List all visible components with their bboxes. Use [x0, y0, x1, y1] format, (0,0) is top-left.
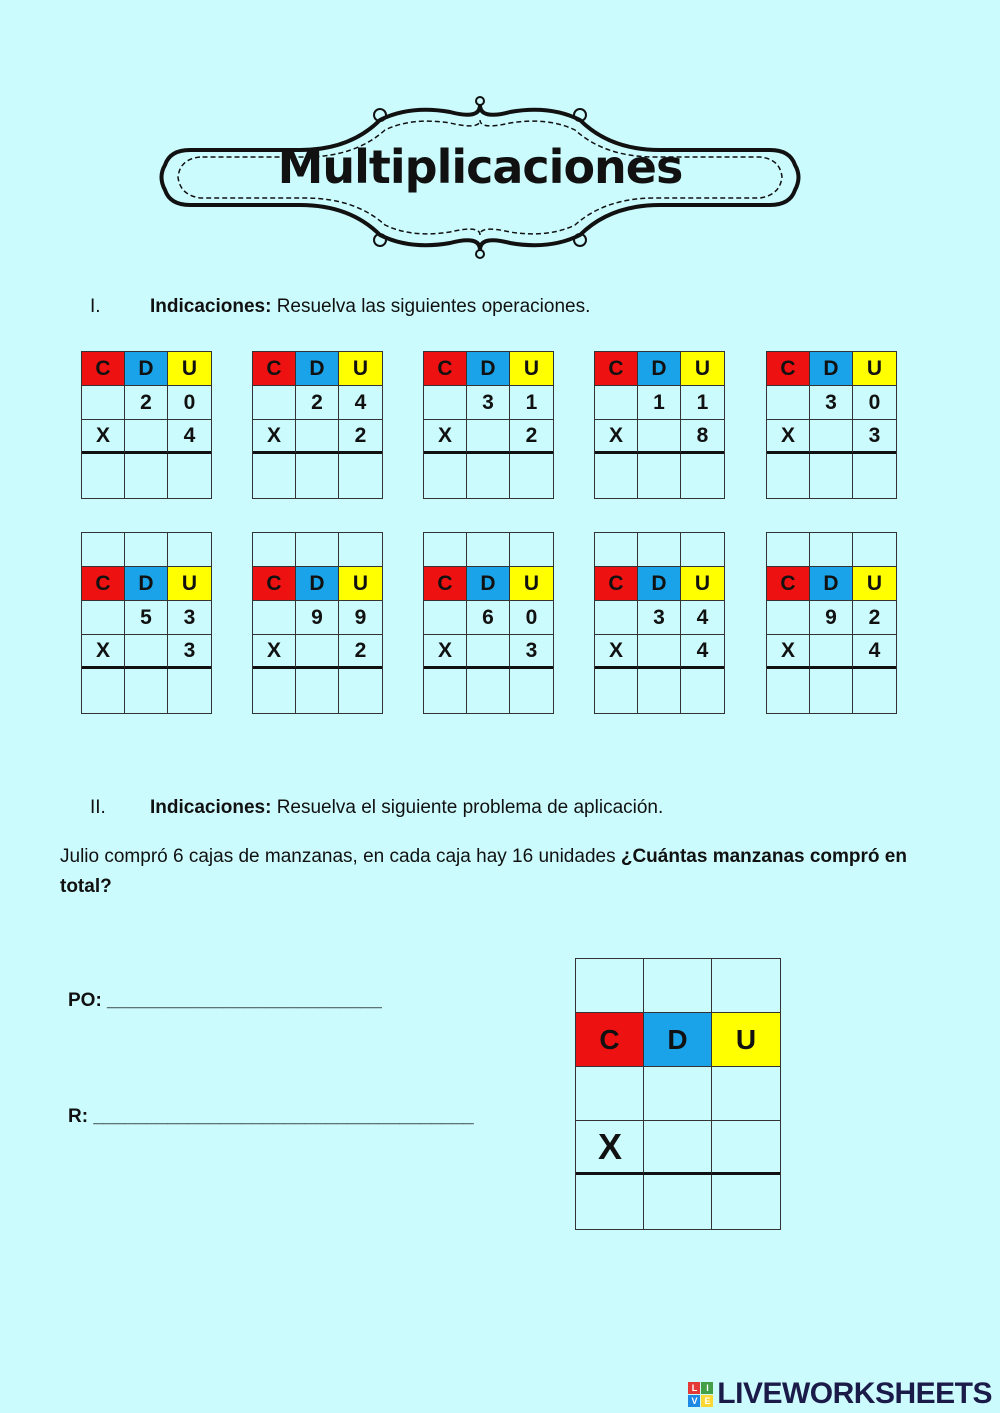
header-u: U — [853, 567, 896, 601]
blank-cell[interactable] — [767, 533, 810, 567]
digit-cell: 2 — [339, 420, 382, 454]
header-d: D — [638, 567, 681, 601]
logo-icon — [688, 1382, 713, 1407]
header-d: D — [467, 352, 510, 386]
exercise-grid — [594, 532, 725, 714]
section2-text: Resuelva el siguiente problema de aplicación. — [271, 797, 664, 818]
section1-label: Indicaciones: — [150, 296, 272, 317]
digit-cell — [125, 420, 168, 454]
section1-text-wrap — [150, 296, 590, 318]
section1-text: Resuelva las siguientes operaciones. — [271, 296, 591, 317]
times-sign: X — [253, 420, 296, 454]
logo-letter: L — [688, 1382, 700, 1394]
section2-number: II. — [90, 797, 106, 818]
digit-cell: 0 — [168, 386, 211, 420]
header-d: D — [638, 352, 681, 386]
exercise-grid — [766, 532, 897, 714]
digit-cell: 0 — [853, 386, 896, 420]
blank-cell[interactable] — [467, 533, 510, 567]
digit-cell — [253, 601, 296, 635]
liveworksheets-logo — [688, 1377, 992, 1411]
digit-cell: 9 — [810, 601, 853, 635]
exercise-grid — [81, 351, 212, 499]
answer-cell[interactable] — [644, 1175, 712, 1229]
answer-cell[interactable] — [125, 669, 168, 713]
digit-cell: 1 — [638, 386, 681, 420]
digit-cell — [810, 420, 853, 454]
header-d: D — [810, 567, 853, 601]
times-sign: X — [253, 635, 296, 669]
digit-cell: 2 — [125, 386, 168, 420]
section2-label: Indicaciones: — [150, 797, 272, 818]
answer-cell[interactable] — [168, 454, 211, 498]
answer-cell[interactable] — [712, 1175, 780, 1229]
digit-cell — [296, 635, 339, 669]
blank-cell[interactable] — [638, 533, 681, 567]
blank-cell[interactable] — [296, 533, 339, 567]
grid-cell[interactable] — [712, 1121, 780, 1175]
digit-cell: 1 — [681, 386, 724, 420]
header-u: U — [681, 352, 724, 386]
header-d: D — [810, 352, 853, 386]
answer-cell[interactable] — [467, 669, 510, 713]
digit-cell: 3 — [853, 420, 896, 454]
times-sign: X — [595, 420, 638, 454]
header-d: D — [467, 567, 510, 601]
blank-cell[interactable] — [595, 533, 638, 567]
answer-cell[interactable] — [510, 454, 553, 498]
blank-cell[interactable] — [853, 533, 896, 567]
times-sign: X — [82, 420, 125, 454]
header-u: U — [853, 352, 896, 386]
digit-cell — [810, 635, 853, 669]
answer-cell[interactable] — [681, 669, 724, 713]
section2-text-wrap — [150, 797, 663, 819]
grid-cell[interactable] — [644, 1067, 712, 1121]
header-d: D — [296, 567, 339, 601]
digit-cell: 1 — [510, 386, 553, 420]
digit-cell: 4 — [681, 601, 724, 635]
answer-cell[interactable] — [467, 454, 510, 498]
header-d: D — [644, 1013, 712, 1067]
answer-cell[interactable] — [681, 454, 724, 498]
blank-cell[interactable] — [168, 533, 211, 567]
answer-cell[interactable] — [853, 669, 896, 713]
digit-cell: 9 — [296, 601, 339, 635]
po-answer-line[interactable]: PO: __________________________ — [68, 990, 382, 1011]
answer-cell[interactable] — [595, 454, 638, 498]
digit-cell — [125, 635, 168, 669]
blank-cell[interactable] — [339, 533, 382, 567]
answer-cell[interactable] — [810, 454, 853, 498]
answer-cell[interactable] — [638, 454, 681, 498]
answer-cell[interactable] — [339, 454, 382, 498]
page-title: Multiplicaciones — [277, 140, 683, 194]
digit-cell: 2 — [853, 601, 896, 635]
header-u: U — [339, 352, 382, 386]
problem-grid — [575, 958, 781, 1230]
blank-cell[interactable] — [82, 533, 125, 567]
answer-cell[interactable] — [424, 454, 467, 498]
digit-cell — [638, 635, 681, 669]
logo-letter: I — [701, 1382, 713, 1394]
answer-cell[interactable] — [595, 669, 638, 713]
times-sign: X — [424, 420, 467, 454]
blank-cell[interactable] — [253, 533, 296, 567]
digit-cell: 5 — [125, 601, 168, 635]
answer-cell[interactable] — [125, 454, 168, 498]
exercise-grid — [252, 532, 383, 714]
header-c: C — [82, 352, 125, 386]
digit-cell: 6 — [467, 601, 510, 635]
digit-cell: 0 — [510, 601, 553, 635]
header-c: C — [767, 567, 810, 601]
answer-cell[interactable] — [296, 669, 339, 713]
grid-cell[interactable] — [644, 959, 712, 1013]
answer-cell[interactable] — [82, 454, 125, 498]
digit-cell: 3 — [810, 386, 853, 420]
header-c: C — [595, 567, 638, 601]
digit-cell — [767, 601, 810, 635]
digit-cell — [595, 386, 638, 420]
header-u: U — [712, 1013, 780, 1067]
digit-cell — [595, 601, 638, 635]
digit-cell — [82, 386, 125, 420]
problem-statement — [60, 842, 920, 902]
digit-cell — [296, 420, 339, 454]
header-c: C — [424, 352, 467, 386]
digit-cell: 4 — [339, 386, 382, 420]
exercise-grid — [252, 351, 383, 499]
header-u: U — [510, 352, 553, 386]
exercise-grid — [423, 351, 554, 499]
digit-cell: 4 — [853, 635, 896, 669]
header-c: C — [595, 352, 638, 386]
times-sign: X — [576, 1121, 644, 1175]
header-u: U — [681, 567, 724, 601]
header-d: D — [125, 352, 168, 386]
header-c: C — [82, 567, 125, 601]
answer-cell[interactable] — [576, 1175, 644, 1229]
header-u: U — [168, 352, 211, 386]
blank-cell[interactable] — [810, 533, 853, 567]
logo-text: LIVEWORKSHEETS — [717, 1377, 992, 1410]
header-c: C — [253, 567, 296, 601]
section1-number: I. — [90, 296, 101, 317]
answer-cell[interactable] — [767, 454, 810, 498]
digit-cell: 4 — [168, 420, 211, 454]
header-d: D — [296, 352, 339, 386]
digit-cell — [82, 601, 125, 635]
exercise-grid — [81, 532, 212, 714]
digit-cell — [424, 601, 467, 635]
answer-cell[interactable] — [810, 669, 853, 713]
header-c: C — [767, 352, 810, 386]
digit-cell: 3 — [510, 635, 553, 669]
digit-cell: 3 — [467, 386, 510, 420]
times-sign: X — [767, 420, 810, 454]
answer-cell[interactable] — [339, 669, 382, 713]
problem-text: Julio compró 6 cajas de manzanas, en cada caja hay 16 unidades — [60, 846, 621, 867]
answer-cell[interactable] — [296, 454, 339, 498]
header-d: D — [125, 567, 168, 601]
digit-cell: 4 — [681, 635, 724, 669]
grid-cell[interactable] — [576, 1067, 644, 1121]
answer-cell[interactable] — [253, 454, 296, 498]
answer-cell[interactable] — [82, 669, 125, 713]
digit-cell: 3 — [168, 635, 211, 669]
digit-cell: 8 — [681, 420, 724, 454]
blank-cell[interactable] — [125, 533, 168, 567]
header-u: U — [168, 567, 211, 601]
section1-instructions — [90, 296, 890, 322]
answer-cell[interactable] — [853, 454, 896, 498]
times-sign: X — [767, 635, 810, 669]
digit-cell: 2 — [510, 420, 553, 454]
header-u: U — [339, 567, 382, 601]
digit-cell — [767, 386, 810, 420]
digit-cell: 3 — [638, 601, 681, 635]
exercise-grid — [594, 351, 725, 499]
digit-cell — [253, 386, 296, 420]
answer-cell[interactable] — [767, 669, 810, 713]
digit-cell — [424, 386, 467, 420]
logo-letter: E — [701, 1395, 713, 1407]
answer-cell[interactable] — [253, 669, 296, 713]
grid-cell[interactable] — [712, 1067, 780, 1121]
problem-question: ¿Cuántas manzanas compró en total? — [60, 846, 907, 897]
header-c: C — [424, 567, 467, 601]
times-sign: X — [424, 635, 467, 669]
answer-cell[interactable] — [168, 669, 211, 713]
digit-cell: 2 — [296, 386, 339, 420]
times-sign: X — [595, 635, 638, 669]
answer-cell[interactable] — [510, 669, 553, 713]
blank-cell[interactable] — [424, 533, 467, 567]
digit-cell: 3 — [168, 601, 211, 635]
times-sign: X — [82, 635, 125, 669]
r-answer-line[interactable]: R: ____________________________________ — [68, 1106, 474, 1127]
answer-cell[interactable] — [424, 669, 467, 713]
section2-instructions — [90, 797, 890, 823]
digit-cell: 2 — [339, 635, 382, 669]
answer-cell[interactable] — [638, 669, 681, 713]
header-c: C — [253, 352, 296, 386]
digit-cell — [467, 420, 510, 454]
digit-cell — [638, 420, 681, 454]
exercise-grid — [423, 532, 554, 714]
digit-cell: 9 — [339, 601, 382, 635]
header-c: C — [576, 1013, 644, 1067]
digit-cell — [467, 635, 510, 669]
logo-letter: V — [688, 1395, 700, 1407]
grid-cell[interactable] — [712, 959, 780, 1013]
grid-cell[interactable] — [644, 1121, 712, 1175]
grid-cell[interactable] — [576, 959, 644, 1013]
blank-cell[interactable] — [510, 533, 553, 567]
blank-cell[interactable] — [681, 533, 724, 567]
header-u: U — [510, 567, 553, 601]
exercise-grid — [766, 351, 897, 499]
